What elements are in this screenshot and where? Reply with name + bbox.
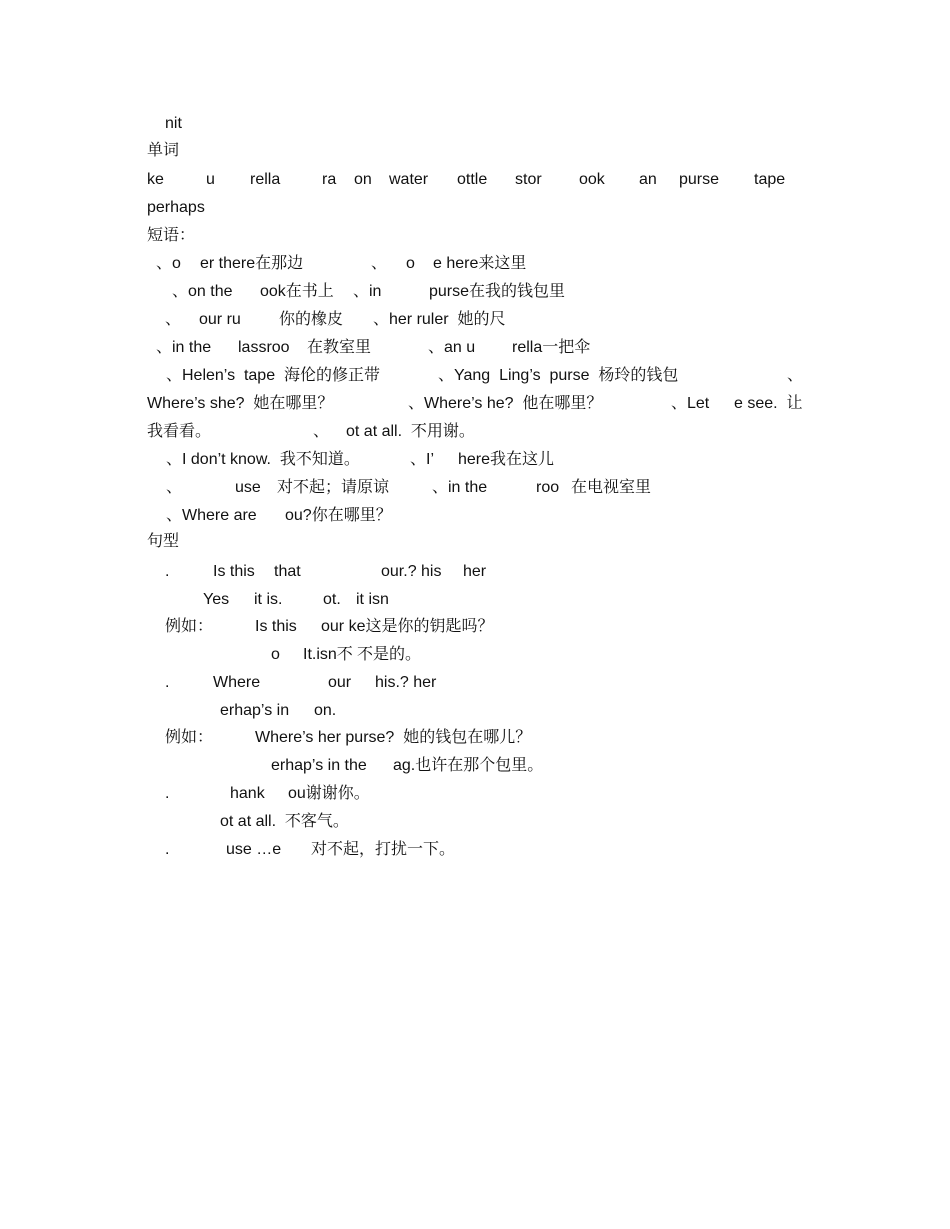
pattern-item: It.isn不 xyxy=(303,646,353,663)
phrase-item: 、I’ xyxy=(410,451,435,468)
phrase-item: Where’s she? 她在哪里？ xyxy=(147,395,334,412)
pattern-item: our xyxy=(328,674,352,691)
pattern-item: our ke这是你的钥匙吗？ xyxy=(321,618,494,635)
pattern-item: erhap’s in the xyxy=(271,757,367,774)
pattern-item: his.? her xyxy=(375,674,437,691)
vocab-word: water xyxy=(389,171,429,188)
phrase-item: 在教室里 xyxy=(307,339,372,356)
phrase-item: 、Helen’s tape 海伦的修正带 xyxy=(166,367,380,384)
vocab-word: stor xyxy=(515,171,542,188)
phrases-heading: 短语： xyxy=(147,227,196,244)
phrase-item: 、Let xyxy=(671,395,710,412)
pattern-item: hank xyxy=(230,785,265,802)
phrase-item: 对不起；请原谅 xyxy=(277,479,390,496)
pattern-item: that xyxy=(274,563,301,580)
phrase-item: 、in xyxy=(353,283,382,300)
phrase-item: ot at all. 不用谢。 xyxy=(346,423,475,440)
vocab-word: ra xyxy=(322,171,337,188)
phrase-item: 、her ruler 她的尺 xyxy=(373,311,506,328)
pattern-item: our.? his xyxy=(381,563,442,580)
phrase-item: 、Where are xyxy=(166,507,257,524)
vocab-word: perhaps xyxy=(147,199,205,216)
pattern-item: . xyxy=(165,785,170,802)
pattern-item: . xyxy=(165,563,170,580)
patterns-heading: 句型 xyxy=(147,533,180,550)
phrase-item: ook在书上 xyxy=(260,283,334,300)
phrase-item: 、 xyxy=(313,423,330,440)
pattern-item: . xyxy=(165,674,170,691)
phrase-item: 、in the xyxy=(156,339,212,356)
pattern-item: 例如： xyxy=(165,729,214,746)
vocab-word: on xyxy=(354,171,372,188)
phrase-item: 、I don’t know. 我不知道。 xyxy=(166,451,360,468)
pattern-item: 不是的。 xyxy=(357,646,422,663)
vocab-word: an xyxy=(639,171,657,188)
pattern-item: her xyxy=(463,563,487,580)
phrase-item: use xyxy=(235,479,261,496)
pattern-item: Where xyxy=(213,674,261,691)
phrase-item: rella一把伞 xyxy=(512,339,591,356)
pattern-item: Yes xyxy=(203,591,230,608)
phrase-item: 、 xyxy=(371,255,388,272)
phrase-item: lassroo xyxy=(238,339,290,356)
pattern-item: it is. xyxy=(254,591,283,608)
pattern-item: it isn xyxy=(356,591,389,608)
pattern-item: ag.也许在那个包里。 xyxy=(393,757,544,774)
phrase-item: 、 xyxy=(787,367,804,384)
vocab-heading: 单词 xyxy=(147,142,180,159)
vocab-word: purse xyxy=(679,171,720,188)
pattern-item: on. xyxy=(314,702,337,719)
phrase-item: here我在这儿 xyxy=(458,451,555,468)
pattern-item: 对不起，打扰一下。 xyxy=(311,841,456,858)
phrase-item: roo xyxy=(536,479,560,496)
pattern-item: erhap’s in xyxy=(220,702,290,719)
vocab-word: tape xyxy=(754,171,786,188)
phrase-item: purse在我的钱包里 xyxy=(429,283,566,300)
vocab-word: rella xyxy=(250,171,281,188)
phrase-item: 我看看。 xyxy=(147,423,212,440)
pattern-item: ou谢谢你。 xyxy=(288,785,370,802)
phrase-item: o xyxy=(406,255,415,272)
pattern-item: ot. xyxy=(323,591,341,608)
pattern-item: use …e xyxy=(226,841,282,858)
vocab-word: u xyxy=(206,171,215,188)
phrase-item: e here来这里 xyxy=(433,255,527,272)
vocab-word: ook xyxy=(579,171,605,188)
pattern-item: ot at all. 不客气。 xyxy=(220,813,349,830)
phrase-item: 、Where’s he? 他在哪里？ xyxy=(408,395,603,412)
phrase-item: 、an u xyxy=(428,339,476,356)
vocab-word: ke xyxy=(147,171,164,188)
phrase-item: 、 xyxy=(165,311,182,328)
pattern-item: o xyxy=(271,646,280,663)
phrase-item: er there在那边 xyxy=(200,255,304,272)
phrase-item: 、Yang Ling’s purse 杨玲的钱包 xyxy=(438,367,679,384)
phrase-item: our ru xyxy=(199,311,241,328)
phrase-item: 在电视室里 xyxy=(571,479,652,496)
pattern-item: Is this xyxy=(255,618,297,635)
pattern-item: Is this xyxy=(213,563,255,580)
phrase-item: e see. 让 xyxy=(734,395,803,412)
pattern-item: Where’s her purse? 她的钱包在哪儿？ xyxy=(255,729,532,746)
page-title: nit xyxy=(165,115,182,132)
phrase-item: 、 xyxy=(166,479,183,496)
phrase-item: 你的橡皮 xyxy=(279,311,344,328)
phrase-item: 、o xyxy=(156,255,181,272)
phrase-item: 、in the xyxy=(432,479,488,496)
vocab-word: ottle xyxy=(457,171,488,188)
pattern-item: . xyxy=(165,841,170,858)
phrase-item: ou?你在哪里？ xyxy=(285,507,392,524)
pattern-item: 例如： xyxy=(165,618,214,635)
phrase-item: 、on the xyxy=(172,283,233,300)
